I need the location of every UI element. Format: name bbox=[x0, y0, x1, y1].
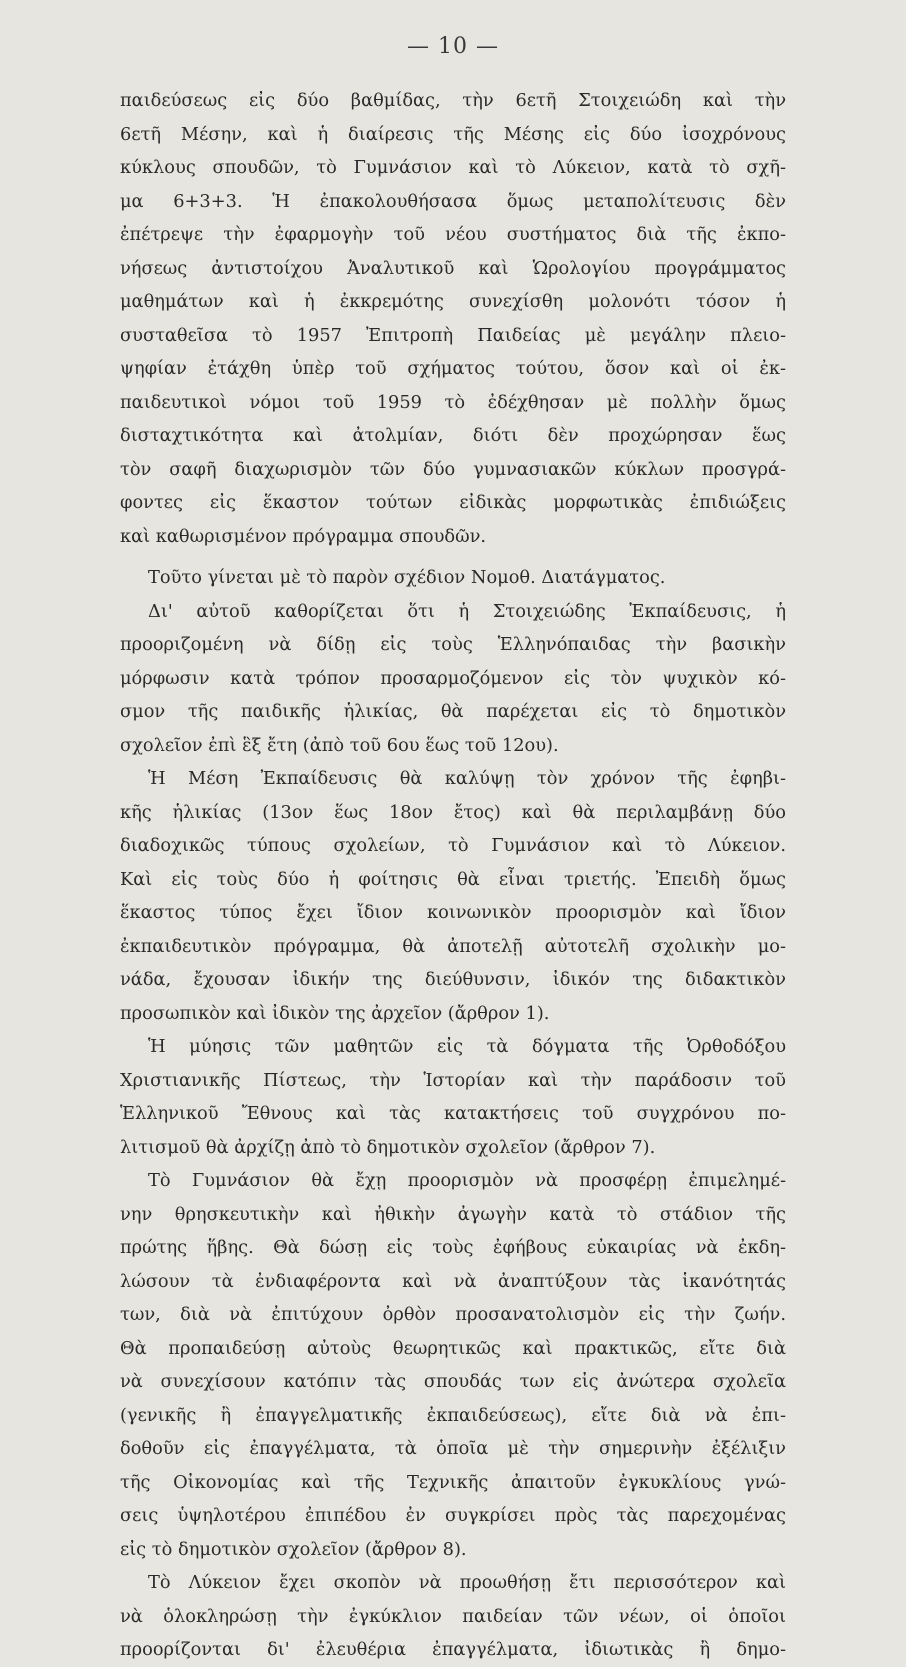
text-line: Τὸ Λύκειον ἔχει σκοπὸν νὰ προωθήσῃ ἔτι περισσότερον καὶ bbox=[148, 1572, 786, 1593]
page-number: — 10 — bbox=[407, 34, 499, 59]
text-line: νήσεως ἀντιστοίχου Ἀναλυτικοῦ καὶ Ὡρολογίου προγράμματος bbox=[120, 257, 786, 279]
text-line: λιτισμοῦ θὰ ἀρχίζῃ ἀπὸ τὸ δημοτικὸν σχολεῖον (ἄρθρον 7). bbox=[120, 1136, 656, 1158]
text-line: Τὸ Γυμνάσιον θὰ ἔχῃ προορισμὸν νὰ προσφέρῃ ἐπιμελημέ- bbox=[148, 1170, 786, 1191]
text-line: συσταθεῖσα τὸ 1957 Ἐπιτροπὴ Παιδείας μὲ μεγάλην πλειο- bbox=[120, 324, 786, 346]
body-text bbox=[120, 84, 786, 1667]
text-line: λώσουν τὰ ἐνδιαφέροντα καὶ νὰ ἀναπτύξουν τὰς ἱκανότητάς bbox=[120, 1270, 786, 1292]
text-line: νάδα, ἔχουσαν ἰδικήν της διεύθυνσιν, ἰδικόν της διδακτικὸν bbox=[120, 969, 786, 990]
text-line: Ἡ μύησις τῶν μαθητῶν εἰς τὰ δόγματα τῆς Ὀρθοδόξου bbox=[148, 1036, 786, 1057]
text-line: Θὰ προπαιδεύσῃ αὐτοὺς θεωρητικῶς καὶ πρακτικῶς, εἴτε διὰ bbox=[120, 1337, 786, 1359]
text-line: τὸν σαφῆ διαχωρισμὸν τῶν δύο γυμνασιακῶν κύκλων προσγρά- bbox=[120, 458, 786, 480]
text-line: νὰ συνεχίσουν κατόπιν τὰς σπουδάς των εἰς ἀνώτερα σχολεῖα bbox=[120, 1371, 786, 1392]
text-line: σεις ὑψηλοτέρου ἐπιπέδου ἐν συγκρίσει πρὸς τὰς παρεχομένας bbox=[120, 1505, 786, 1526]
text-line: ἐπέτρεψε τὴν ἐφαρμογὴν τοῦ νέου συστήματος διὰ τῆς ἐκπο- bbox=[120, 224, 786, 245]
text-line: μαθημάτων καὶ ἡ ἐκκρεμότης συνεχίσθη μολονότι τόσον ἡ bbox=[120, 291, 786, 312]
text-line: 6ετῆ Μέσην, καὶ ἡ διαίρεσις τῆς Μέσης εἰς δύο ἰσοχρόνους bbox=[120, 123, 786, 145]
text-line: Χριστιανικῆς Πίστεως, τὴν Ἱστορίαν καὶ τὴν παράδοσιν τοῦ bbox=[120, 1069, 786, 1091]
text-line: Ἡ Μέση Ἐκπαίδευσις θὰ καλύψῃ τὸν χρόνον τῆς ἐφηβι- bbox=[148, 768, 786, 789]
text-line: προορίζονται δι' ἐλευθέρια ἐπαγγέλματα, ἰδιωτικὰς ἢ δημο- bbox=[120, 1639, 786, 1660]
text-line: εἰς τὸ δημοτικὸν σχολεῖον (ἄρθρον 8). bbox=[120, 1538, 467, 1560]
text-line: παιδευτικοὶ νόμοι τοῦ 1959 τὸ ἐδέχθησαν μὲ πολλὴν ὅμως bbox=[120, 391, 786, 413]
text-line: Τοῦτο γίνεται μὲ τὸ παρὸν σχέδιον Νομοθ. Διατάγματος. bbox=[148, 567, 666, 588]
text-line: των, διὰ νὰ ἐπιτύχουν ὀρθὸν προσανατολισμὸν εἰς τὴν ζωήν. bbox=[120, 1304, 786, 1325]
text-line: μα 6+3+3. Ἡ ἐπακολουθήσασα ὅμως μεταπολίτευσις δὲν bbox=[120, 190, 786, 212]
text-line: Ἑλληνικοῦ Ἔθνους καὶ τὰς κατακτήσεις τοῦ συγχρόνου πο- bbox=[120, 1103, 786, 1124]
text-line: νὰ ὁλοκληρώσῃ τὴν ἐγκύκλιον παιδείαν τῶν νέων, οἱ ὁποῖοι bbox=[120, 1605, 786, 1627]
text-line: παιδεύσεως εἰς δύο βαθμίδας, τὴν 6ετῆ Στοιχειώδη καὶ τὴν bbox=[120, 90, 786, 111]
text-line: μόρφωσιν κατὰ τρόπον προσαρμοζόμενον εἰς τὸν ψυχικὸν κό- bbox=[120, 667, 786, 689]
text-line: φοντες εἰς ἕκαστον τούτων εἰδικὰς μορφωτικὰς ἐπιδιώξεις bbox=[120, 492, 786, 513]
text-line: καὶ καθωρισμένον πρόγραμμα σπουδῶν. bbox=[120, 525, 487, 547]
text-line: σχολεῖον ἐπὶ ἓξ ἔτη (ἀπὸ τοῦ 6ου ἕως τοῦ 12ου). bbox=[120, 734, 559, 756]
text-line: ἐκπαιδευτικὸν πρόγραμμα, θὰ ἀποτελῇ αὐτοτελῆ σχολικὴν μο- bbox=[120, 935, 786, 957]
text-line: (γενικῆς ἢ ἐπαγγελματικῆς ἐκπαιδεύσεως), εἴτε διὰ νὰ ἐπι- bbox=[120, 1404, 786, 1426]
text-line: δισταχτικότητα καὶ ἀτολμίαν, διότι δὲν προχώρησαν ἕως bbox=[120, 425, 786, 446]
text-line: Δι' αὐτοῦ καθορίζεται ὅτι ἡ Στοιχειώδης Ἐκπαίδευσις, ἡ bbox=[148, 600, 786, 622]
text-line: σμον τῆς παιδικῆς ἡλικίας, θὰ παρέχεται εἰς τὸ δημοτικὸν bbox=[120, 701, 786, 722]
text-line: κῆς ἡλικίας (13ον ἕως 18ον ἔτος) καὶ θὰ περιλαμβάνῃ δύο bbox=[120, 801, 786, 823]
text-line: ἕκαστος τύπος ἔχει ἴδιον κοινωνικὸν προορισμὸν καὶ ἴδιον bbox=[120, 902, 786, 923]
text-line: κύκλους σπουδῶν, τὸ Γυμνάσιον καὶ τὸ Λύκειον, κατὰ τὸ σχῆ- bbox=[120, 157, 786, 178]
text-line: Καὶ εἰς τοὺς δύο ἡ φοίτησις θὰ εἶναι τριετής. Ἐπειδὴ ὅμως bbox=[120, 868, 786, 890]
text-line: δοθοῦν εἰς ἐπαγγέλματα, τὰ ὁποῖα μὲ τὴν σημερινὴν ἐξέλιξιν bbox=[120, 1438, 786, 1459]
text-line: ψηφίαν ἐτάχθη ὑπὲρ τοῦ σχήματος τούτου, ὅσον καὶ οἱ ἐκ- bbox=[120, 358, 786, 379]
text-line: διαδοχικῶς τύπους σχολείων, τὸ Γυμνάσιον καὶ τὸ Λύκειον. bbox=[120, 835, 786, 856]
text-line: προοριζομένη νὰ δίδῃ εἰς τοὺς Ἑλληνόπαιδας τὴν βασικὴν bbox=[120, 634, 786, 655]
text-line: τῆς Οἰκονομίας καὶ τῆς Τεχνικῆς ἀπαιτοῦν ἐγκυκλίους γνώ- bbox=[120, 1471, 786, 1493]
text-line: νην θρησκευτικὴν καὶ ἠθικὴν ἀγωγὴν κατὰ τὸ στάδιον τῆς bbox=[120, 1203, 786, 1225]
text-line: πρώτης ἥβης. Θὰ δώσῃ εἰς τοὺς ἐφήβους εὐκαιρίας νὰ ἐκδη- bbox=[120, 1237, 786, 1258]
text-line: προσωπικὸν καὶ ἰδικὸν της ἀρχεῖον (ἄρθρον 1). bbox=[120, 1002, 550, 1024]
